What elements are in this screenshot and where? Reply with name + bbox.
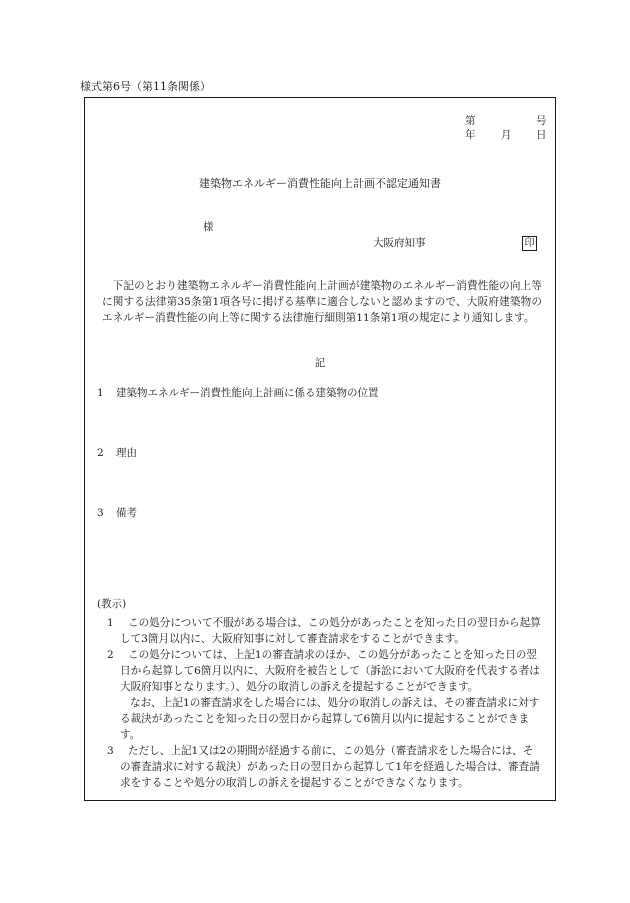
item-number: 3	[97, 507, 104, 519]
addressee-suffix: 様	[203, 221, 214, 233]
document-title: 建築物エネルギー消費性能向上計画不認定通知書	[199, 177, 441, 190]
date-month: 月	[501, 129, 512, 141]
item-label: 建築物エネルギー消費性能向上計画に係る建築物の位置	[116, 387, 379, 399]
form-number-label: 様式第6号（第11条関係）	[80, 80, 211, 93]
notice-item-text: ただし、上記1又は2の期間が経過する前に、この処分（審査請求をした場合には、その審査請求に対する裁決）があった日の翌日から起算して1年を経過した場合は、審査請求をすることや処分の取消しの訴えを提起することができなくなります。	[120, 745, 540, 789]
date-year: 年	[465, 129, 476, 141]
document-frame	[84, 97, 556, 801]
item-number: 2	[97, 447, 104, 459]
item-number: 1	[97, 387, 104, 399]
notice-item-number: 3	[107, 745, 114, 757]
item-label: 理由	[116, 447, 138, 459]
notice-item-text: この処分については、上記1の審査請求のほか、この処分があったことを知った日の翌日から起算して6箇月以内に、大阪府を被告として（訴訟において大阪府を代表する者は大阪府知事となります。）、処分の取消しの訴えを提起することができます。	[120, 649, 540, 693]
notice-item-number: 2	[107, 649, 114, 661]
item-label: 備考	[116, 507, 138, 519]
notice-heading: (教示)	[97, 598, 127, 610]
notice-item-text: この処分について不服がある場合は、この処分があったことを知った日の翌日から起算して3箇月以内に、大阪府知事に対して審査請求をすることができます。	[120, 617, 541, 645]
body-paragraph: 下記のとおり建築物エネルギー消費性能向上計画が建築物のエネルギー消費性能の向上等に関する法律第35条第1項各号に掲げる基準に適合しないと認めますので、大阪府建築物のエネルギー消費性能の向上等に関する法律施行細則第11条第1項の規定により通知します。	[102, 280, 542, 324]
date-day: 日	[536, 129, 547, 141]
list-item	[97, 448, 137, 459]
list-item	[97, 508, 137, 519]
list-item	[97, 388, 379, 399]
doc-number-label: 第	[465, 115, 476, 127]
seal-mark: 印	[522, 236, 537, 251]
notice-item-text-continued: なお、上記1の審査請求をした場合には、処分の取消しの訴えは、その審査請求に対する裁決があったことを知った日の翌日から起算して6箇月以内に提起することができます。	[120, 697, 540, 741]
doc-number-suffix: 号	[536, 115, 547, 127]
notice-item-number: 1	[107, 617, 114, 629]
issuer-name: 大阪府知事	[373, 237, 426, 249]
ki-heading: 記	[314, 357, 326, 369]
